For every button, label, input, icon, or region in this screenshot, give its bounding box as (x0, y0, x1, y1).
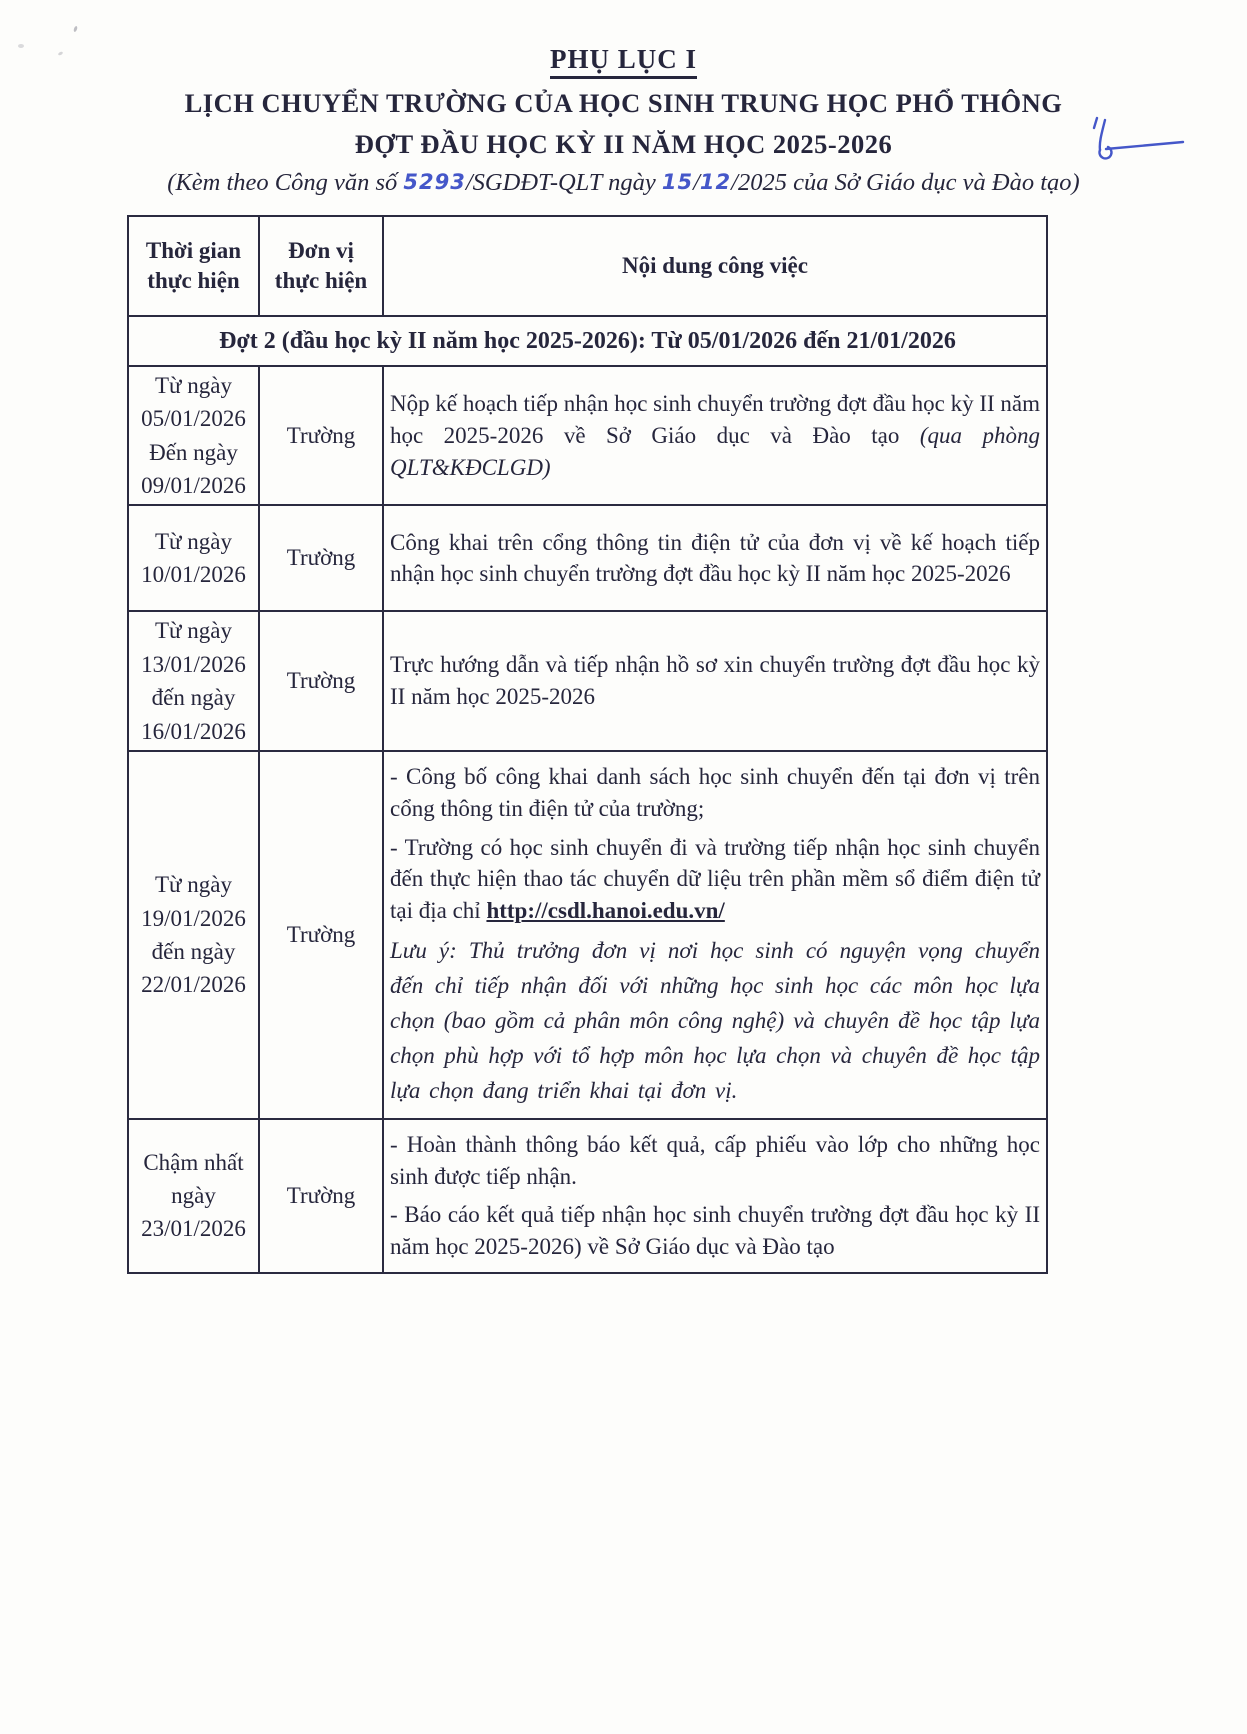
table-header-row (128, 216, 1047, 316)
time-cell (128, 611, 259, 750)
table-row (128, 366, 1047, 505)
task-text: - Hoàn thành thông báo kết quả, cấp phiếu vào lớp cho những học sinh được tiếp nhận. (390, 1131, 1040, 1189)
column-header-unit: Đơn vị thực hiện (259, 216, 383, 316)
table-row (128, 1119, 1047, 1273)
time-cell (128, 505, 259, 611)
handwritten-month: 12 (699, 170, 732, 195)
column-header-time: Thời gian thực hiện (128, 216, 259, 316)
time-line: 10/01/2026 (141, 562, 246, 588)
time-line: Từ ngày (155, 618, 232, 644)
appendix-title: PHỤ LỤC I (550, 44, 697, 79)
unit-cell: Trường (259, 366, 383, 505)
unit-cell: Trường (259, 751, 383, 1119)
time-line: 19/01/2026 (141, 905, 246, 931)
time-line: Chậm nhất (143, 1149, 244, 1175)
phase-banner-text: Đợt 2 (đầu học kỳ II năm học 2025-2026): Từ 05/01/2026 đến 21/01/2026 (128, 316, 1047, 366)
time-line: đến ngày (151, 938, 236, 964)
task-text: - Công bố công khai danh sách học sinh chuyển đến tại đơn vị trên cổng thông tin điện tử của trường; (390, 764, 1040, 821)
time-line: ngày (171, 1183, 216, 1209)
subtitle-suffix: /2025 của Sở Giáo dục và Đào tạo) (731, 169, 1080, 197)
time-line: 09/01/2026 (141, 473, 246, 499)
content-cell (383, 611, 1047, 750)
subtitle-slash: / (693, 169, 700, 197)
time-line: 05/01/2026 (141, 406, 246, 432)
task-text: Công khai trên cổng thông tin điện tử của đơn vị về kế hoạch tiếp nhận học sinh chuyển trường đợt đầu học kỳ II năm học 2025-2026 (390, 529, 1040, 587)
transfer-schedule-table (127, 215, 1048, 1274)
task-text: - Trường có học sinh chuyển đi và trường tiếp nhận học sinh chuyển đến thực hiện thao tác chuyển dữ liệu trên phần mềm sổ điểm điện tử tại địa chỉ (390, 834, 1040, 924)
csdl-url-text: http://csdl.hanoi.edu.vn/ (486, 898, 725, 924)
task-text-italic: (qua phòng QLT&KĐCLGD) (390, 422, 1040, 480)
content-cell (383, 505, 1047, 611)
time-line: Đến ngày (149, 439, 238, 465)
table-row (128, 505, 1047, 611)
content-cell (383, 1119, 1047, 1273)
table-row (128, 751, 1047, 1119)
time-line: 16/01/2026 (141, 718, 246, 744)
note-text: Lưu ý: Thủ trưởng đơn vị nơi học sinh có nguyện vọng chuyển đến chỉ tiếp nhận đối với những học sinh học các môn học lựa chọn (bao gồm cả phân môn công nghệ) và chuyên đề học tập lựa chọn phù hợp với tổ hợp môn học lựa chọn và chuyên đề học tập lựa chọn đang triển khai tại đơn vị. (390, 937, 1040, 1103)
document-title-line1: LỊCH CHUYỂN TRƯỜNG CỦA HỌC SINH TRUNG HỌC PHỔ THÔNG (184, 88, 1063, 118)
content-cell (383, 751, 1047, 1119)
time-line: 13/01/2026 (141, 651, 246, 677)
table-row (128, 611, 1047, 750)
task-text: Nộp kế hoạch tiếp nhận học sinh chuyển trường đợt đầu học kỳ II năm học 2025-2026 về Sở Giáo dục và Đào tạo (390, 391, 1040, 448)
time-line: Từ ngày (155, 872, 232, 898)
phase-banner-row (128, 316, 1047, 366)
content-cell (383, 366, 1047, 505)
time-line: Từ ngày (155, 529, 232, 555)
handwritten-day: 15 (661, 170, 694, 195)
time-line: Từ ngày (155, 373, 232, 399)
unit-cell: Trường (259, 1119, 383, 1273)
blue-pen-mark-icon (1075, 112, 1195, 172)
time-cell (128, 751, 259, 1119)
time-cell (128, 366, 259, 505)
document-subtitle (0, 167, 1247, 199)
time-cell (128, 1119, 259, 1273)
unit-cell: Trường (259, 611, 383, 750)
document-header (0, 0, 1247, 199)
subtitle-prefix: (Kèm theo Công văn số (167, 169, 404, 197)
time-line: đến ngày (151, 685, 236, 711)
task-text: Trực hướng dẫn và tiếp nhận hồ sơ xin chuyển trường đợt đầu học kỳ II năm học 2025-2026 (390, 652, 1040, 710)
subtitle-mid: /SGDĐT-QLT ngày (465, 169, 662, 197)
unit-cell: Trường (259, 505, 383, 611)
handwritten-doc-number: 5293 (403, 170, 466, 195)
document-title-line2: ĐỢT ĐẦU HỌC KỲ II NĂM HỌC 2025-2026 (354, 129, 893, 160)
task-text: - Báo cáo kết quả tiếp nhận học sinh chuyển trường đợt đầu học kỳ II năm học 2025-2026) về Sở Giáo dục và Đào tạo (390, 1202, 1040, 1260)
time-line: 23/01/2026 (141, 1216, 246, 1242)
column-header-content: Nội dung công việc (383, 216, 1047, 316)
time-line: 22/01/2026 (141, 972, 246, 998)
